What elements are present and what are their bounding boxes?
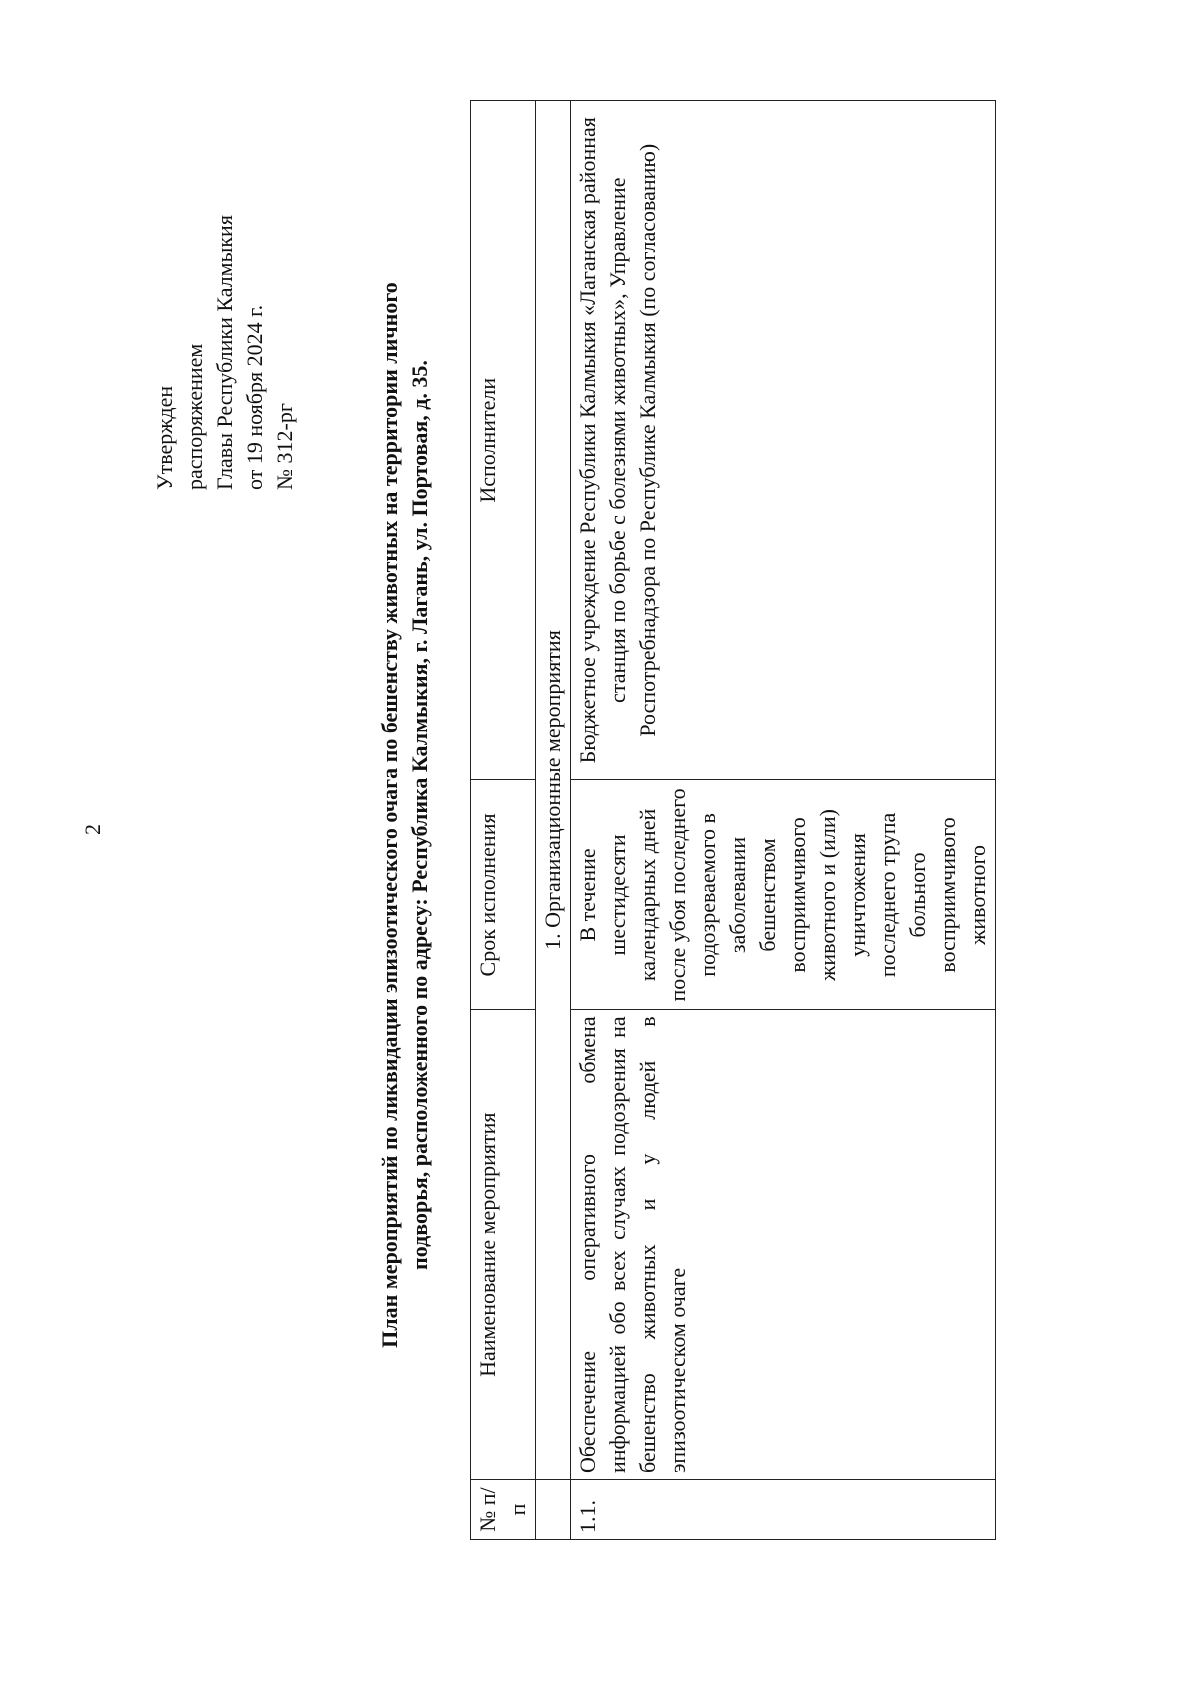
page-number: 2 xyxy=(80,824,105,835)
section-row xyxy=(536,101,571,1540)
approval-line: № 312-рг xyxy=(272,403,297,490)
approval-line: Утвержден xyxy=(152,385,177,490)
rotated-page-content xyxy=(150,90,1090,1540)
approval-line: Главы Республики Калмыкия xyxy=(212,215,237,490)
approval-block xyxy=(150,215,300,490)
row-name: Обеспечение оперативного обмена информацией обо всех случаях подозрения на бешенство животных и у людей в эпизоотическом очаге xyxy=(571,1010,996,1480)
approval-line: от 19 ноября 2024 г. xyxy=(242,304,267,490)
section-title: 1. Организационные мероприятия xyxy=(536,101,571,1480)
header-executors: Исполнители xyxy=(471,101,536,780)
header-num: № п/п xyxy=(471,1480,536,1540)
row-executors: Бюджетное учреждение Республики Калмыкия «Лаганская районная станция по борьбе с болезнями животных», Управление Роспотребнадзора по Республике Калмыкия (по согласованию) xyxy=(571,101,996,780)
approval-line: распоряжением xyxy=(182,343,207,490)
title-line-1: План мероприятий по ликвидации эпизоотического очага по бешенству животных на территории личного xyxy=(377,282,402,1348)
table-header-row xyxy=(471,101,536,1540)
title-line-2: подворья, расположенного по адресу: Республика Калмыкия, г. Лагань, ул. Портовая, д. 35. xyxy=(407,360,432,1270)
header-term: Срок исполнения xyxy=(471,780,536,1010)
table-row xyxy=(571,101,996,1540)
header-name: Наименование мероприятия xyxy=(471,1010,536,1480)
row-num: 1.1. xyxy=(571,1480,996,1540)
section-num-cell xyxy=(536,1480,571,1540)
document-title xyxy=(375,90,435,1540)
plan-table xyxy=(470,100,996,1540)
row-term: В течение шестидесяти календарных дней после убоя последнего подозреваемого в заболевании бешенством восприимчивого животного и (или) уничтожения последнего трупа больного восприимчивого животного xyxy=(571,780,996,1010)
